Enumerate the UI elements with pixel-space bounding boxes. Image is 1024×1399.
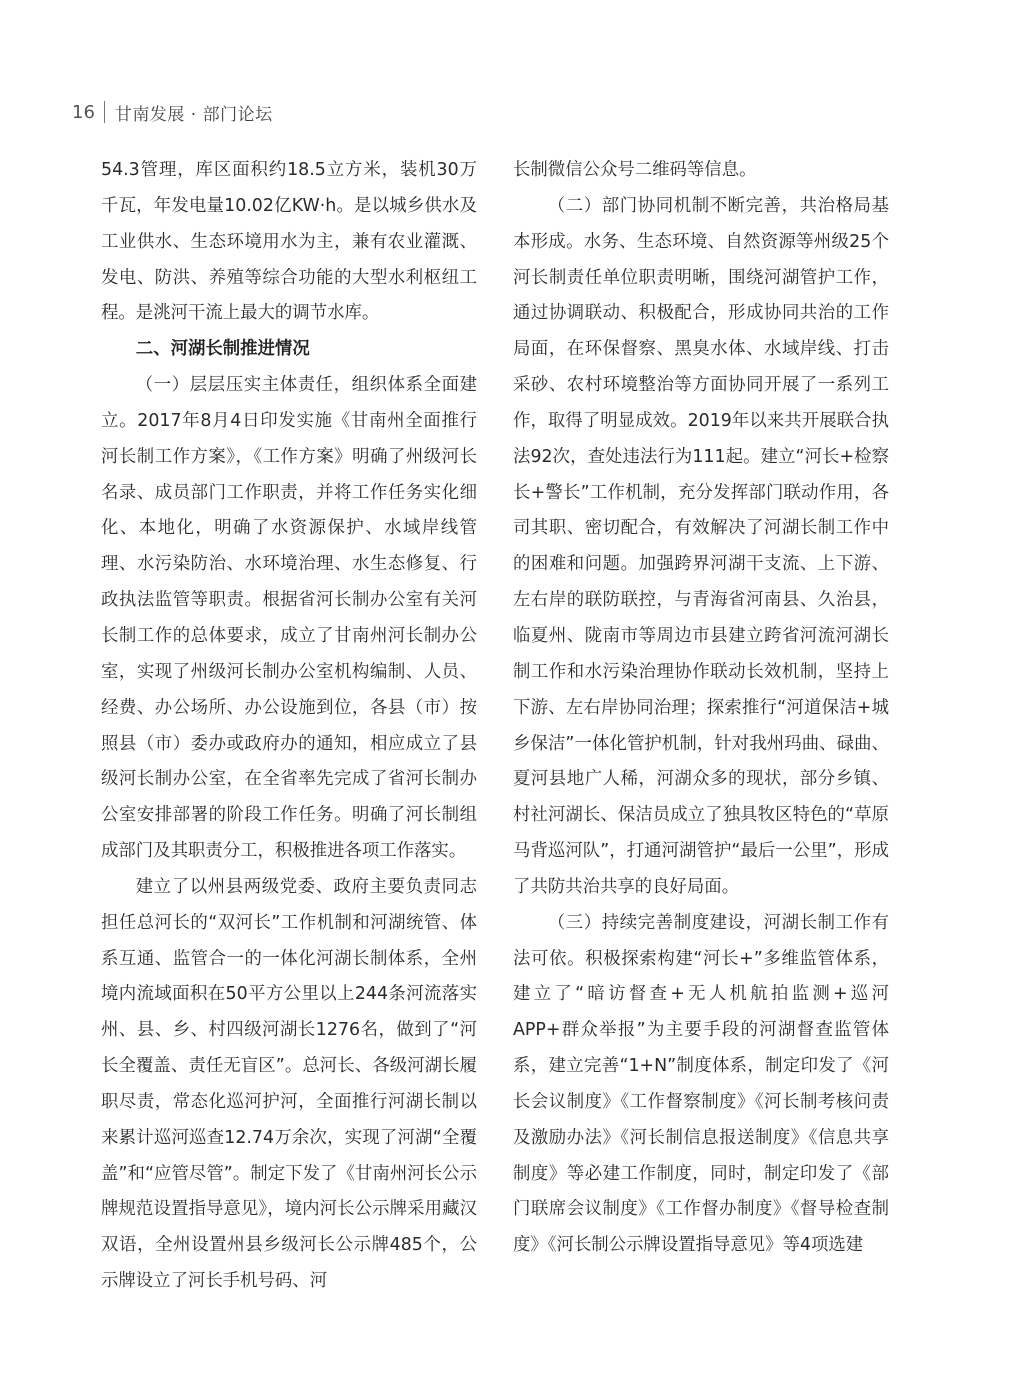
paragraph-continuation: 长制微信公众号二维码等信息。 xyxy=(513,160,757,180)
paragraph-institution: （三）持续完善制度建设，河湖长制工作有法可依。积极探索构建“河长+”多维监管体系，建立了“暗访督查+无人机航拍监测+巡河APP+群众举报”为主要手段的河湖督查监管体系，建立完善“1+N”制度体系，制定印发了《河长会议制度》《工作督察制度》《河长制考核问责及激励办法》《河长制信息报送制度》《信息共享制度》等必建工作制度，同时，制定印发了《部门联席会议制度》《工作督办制度》《督导检查制度》《河长制公示牌设置指导意见》等4项选建 xyxy=(513,912,889,1256)
header-divider xyxy=(104,101,105,123)
paragraph-coordination: （二）部门协同机制不断完善，共治格局基本形成。水务、生态环境、自然资源等州级25个河长制责任单位职责明晰，围绕河湖管护工作，通过协调联动、积极配合，形成协同共治的工作局面，在环保督察、黑臭水体、水域岸线、打击采砂、农村环境整治等方面协同开展了一系列工作，取得了明显成效。2019年以来共开展联合执法92次，查处违法行为111起。建立“河长+检察长+警长”工作机制，充分发挥部门联动作用，各司其职、密切配合，有效解决了河湖长制工作中的困难和问题。加强跨界河湖干支流、上下游、左右岸的联防联控，与青海省河南县、久治县，临夏州、陇南市等周边市县建立跨省河流河湖长制工作和水污染治理协作联动长效机制，坚持上下游、左右岸协同治理；探索推行“河道保洁+城乡保洁”一体化管护机制，针对我州玛曲、碌曲、夏河县地广人稀，河湖众多的现状，部分乡镇、村社河湖长、保洁员成立了独具牧区特色的“草原马背巡河队”，打通河湖管护“最后一公里”，形成了共防共治共享的良好局面。 xyxy=(513,195,889,897)
right-column xyxy=(513,153,889,1333)
paragraph-double-river-chief: 建立了以州县两级党委、政府主要负责同志担任总河长的“双河长”工作机制和河湖统管、体系互通、监管合一的一体化河湖长制体系，全州境内流域面积在50平方公里以上244条河流落实州、县、乡、村四级河湖长1276名，做到了“河长全覆盖、责任无盲区”。总河长、各级河湖长履职尽责，常态化巡河护河，全面推行河湖长制以来累计巡河巡查12.74万余次，实现了河湖“全覆盖”和“应管尽管”。制定下发了《甘南州河长公示牌规范设置指导意见》，境内河长公示牌采用藏汉双语，全州设置州县乡级河长公示牌485个，公示牌设立了河长手机号码、河 xyxy=(101,876,477,1292)
paragraph-reservoir: 54.3管理，库区面积约18.5立方米，装机30万千瓦，年发电量10.02亿KW·h。是以城乡供水及工业供水、生态环境用水为主，兼有农业灌溉、发电、防洪、养殖等综合功能的大型水利枢纽工程。是洮河干流上最大的调节水库。 xyxy=(101,160,477,324)
left-column xyxy=(101,153,477,1333)
section-title: 甘南发展 · 部门论坛 xyxy=(114,104,273,125)
section-heading: 二、河湖长制推进情况 xyxy=(135,339,310,360)
paragraph-responsibility: （一）层层压实主体责任，组织体系全面建立。2017年8月4日印发实施《甘南州全面推行河长制工作方案》，《工作方案》明确了州级河长名录、成员部门工作职责，并将工作任务实化细化、本地化，明确了水资源保护、水域岸线管理、水污染防治、水环境治理、水生态修复、行政执法监管等职责。根据省河长制办公室有关河长制工作的总体要求，成立了甘南州河长制办公室，实现了州级河长制办公室机构编制、人员、经费、办公场所、办公设施到位，各县（市）按照县（市）委办或政府办的通知，相应成立了县级河长制办公室，在全省率先完成了省河长制办公室安排部署的阶段工作任务。明确了河长制组成部门及其职责分工，积极推进各项工作落实。 xyxy=(101,375,477,862)
running-header xyxy=(72,97,273,127)
page-number: 16 xyxy=(72,101,95,123)
